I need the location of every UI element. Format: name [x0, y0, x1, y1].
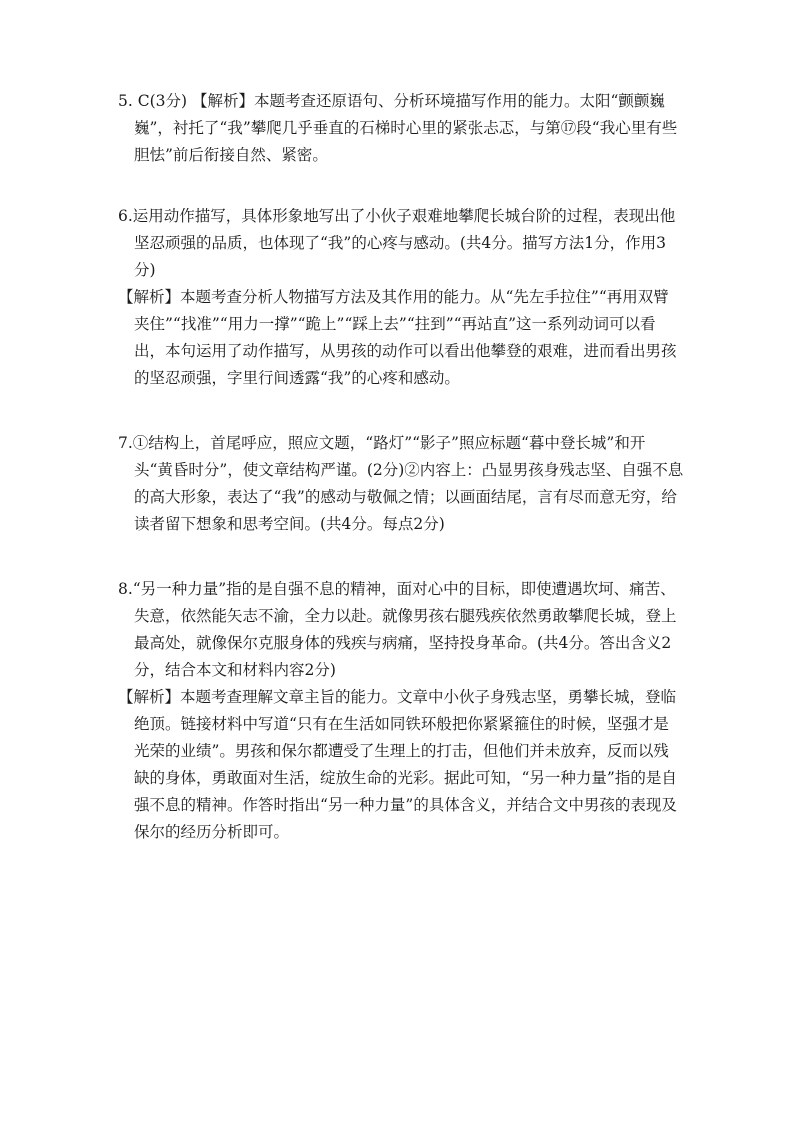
answer-5-text: 5. C(3分) 【解析】本题考查还原语句、分析环境描写作用的能力。太阳“颤颤巍巍”，衬托了“我”攀爬几乎垂直的石梯时心里的紧张忐忑，与第⑰段“我心里有些胆怯”前后衔接自然、紧密。 [118, 92, 678, 164]
spacer [118, 169, 684, 203]
answer-7-text: 7.①结构上，首尾呼应，照应文题，“路灯”“影子”照应标题“暮中登长城”和开头“黄昏时分”，使文章结构严谨。(2分)②内容上：凸显男孩身残志坚、自强不息的高大形象，表达了“我”的感动与敬佩之情；以画面结尾，言有尽而意无穷，给读者留下想象和思考空间。(共4分。每点2分) [118, 434, 684, 533]
spacer [118, 538, 684, 576]
answer-6-analysis: 【解析】本题考查分析人物描写方法及其作用的能力。从“先左手拉住”“再用双臂夹住”“找准”“用力一撑”“跪上”“踩上去”“拄到”“再站直”这一系列动词可以看出，本句运用了动作描写，从男孩的动作可以看出他攀登的艰难，进而看出男孩的坚忍顽强，字里行间透露“我”的心疼和感动。 [118, 288, 677, 387]
answer-7 [118, 430, 684, 538]
answer-6 [118, 203, 684, 392]
answer-6-text: 6.运用动作描写，具体形象地写出了小伙子艰难地攀爬长城台阶的过程，表现出他坚忍顽强的品质，也体现了“我”的心疼与感动。(共4分。描写方法1分，作用3分) [118, 207, 676, 279]
answer-8 [118, 576, 684, 846]
answer-5 [118, 88, 684, 169]
spacer [118, 392, 684, 430]
answer-8-text: 8.“另一种力量”指的是自强不息的精神，面对心中的目标，即使遭遇坎坷、痛苦、失意，依然能矢志不渝，全力以赴。就像男孩右腿残疾依然勇敢攀爬长城，登上最高处，就像保尔克服身体的残疾与病痛，坚持投身革命。(共4分。答出含义2分，结合本文和材料内容2分) [118, 580, 677, 679]
answer-8-analysis: 【解析】本题考查理解文章主旨的能力。文章中小伙子身残志坚，勇攀长城，登临绝顶。链接材料中写道“只有在生活如同铁环般把你紧紧箍住的时候，坚强才是光荣的业绩”。男孩和保尔都遭受了生理上的打击，但他们并未放弃，反而以残缺的身体，勇敢面对生活，绽放生命的光彩。据此可知，“另一种力量”指的是自强不息的精神。作答时指出“另一种力量”的具体含义，并结合文中男孩的表现及保尔的经历分析即可。 [118, 688, 677, 841]
